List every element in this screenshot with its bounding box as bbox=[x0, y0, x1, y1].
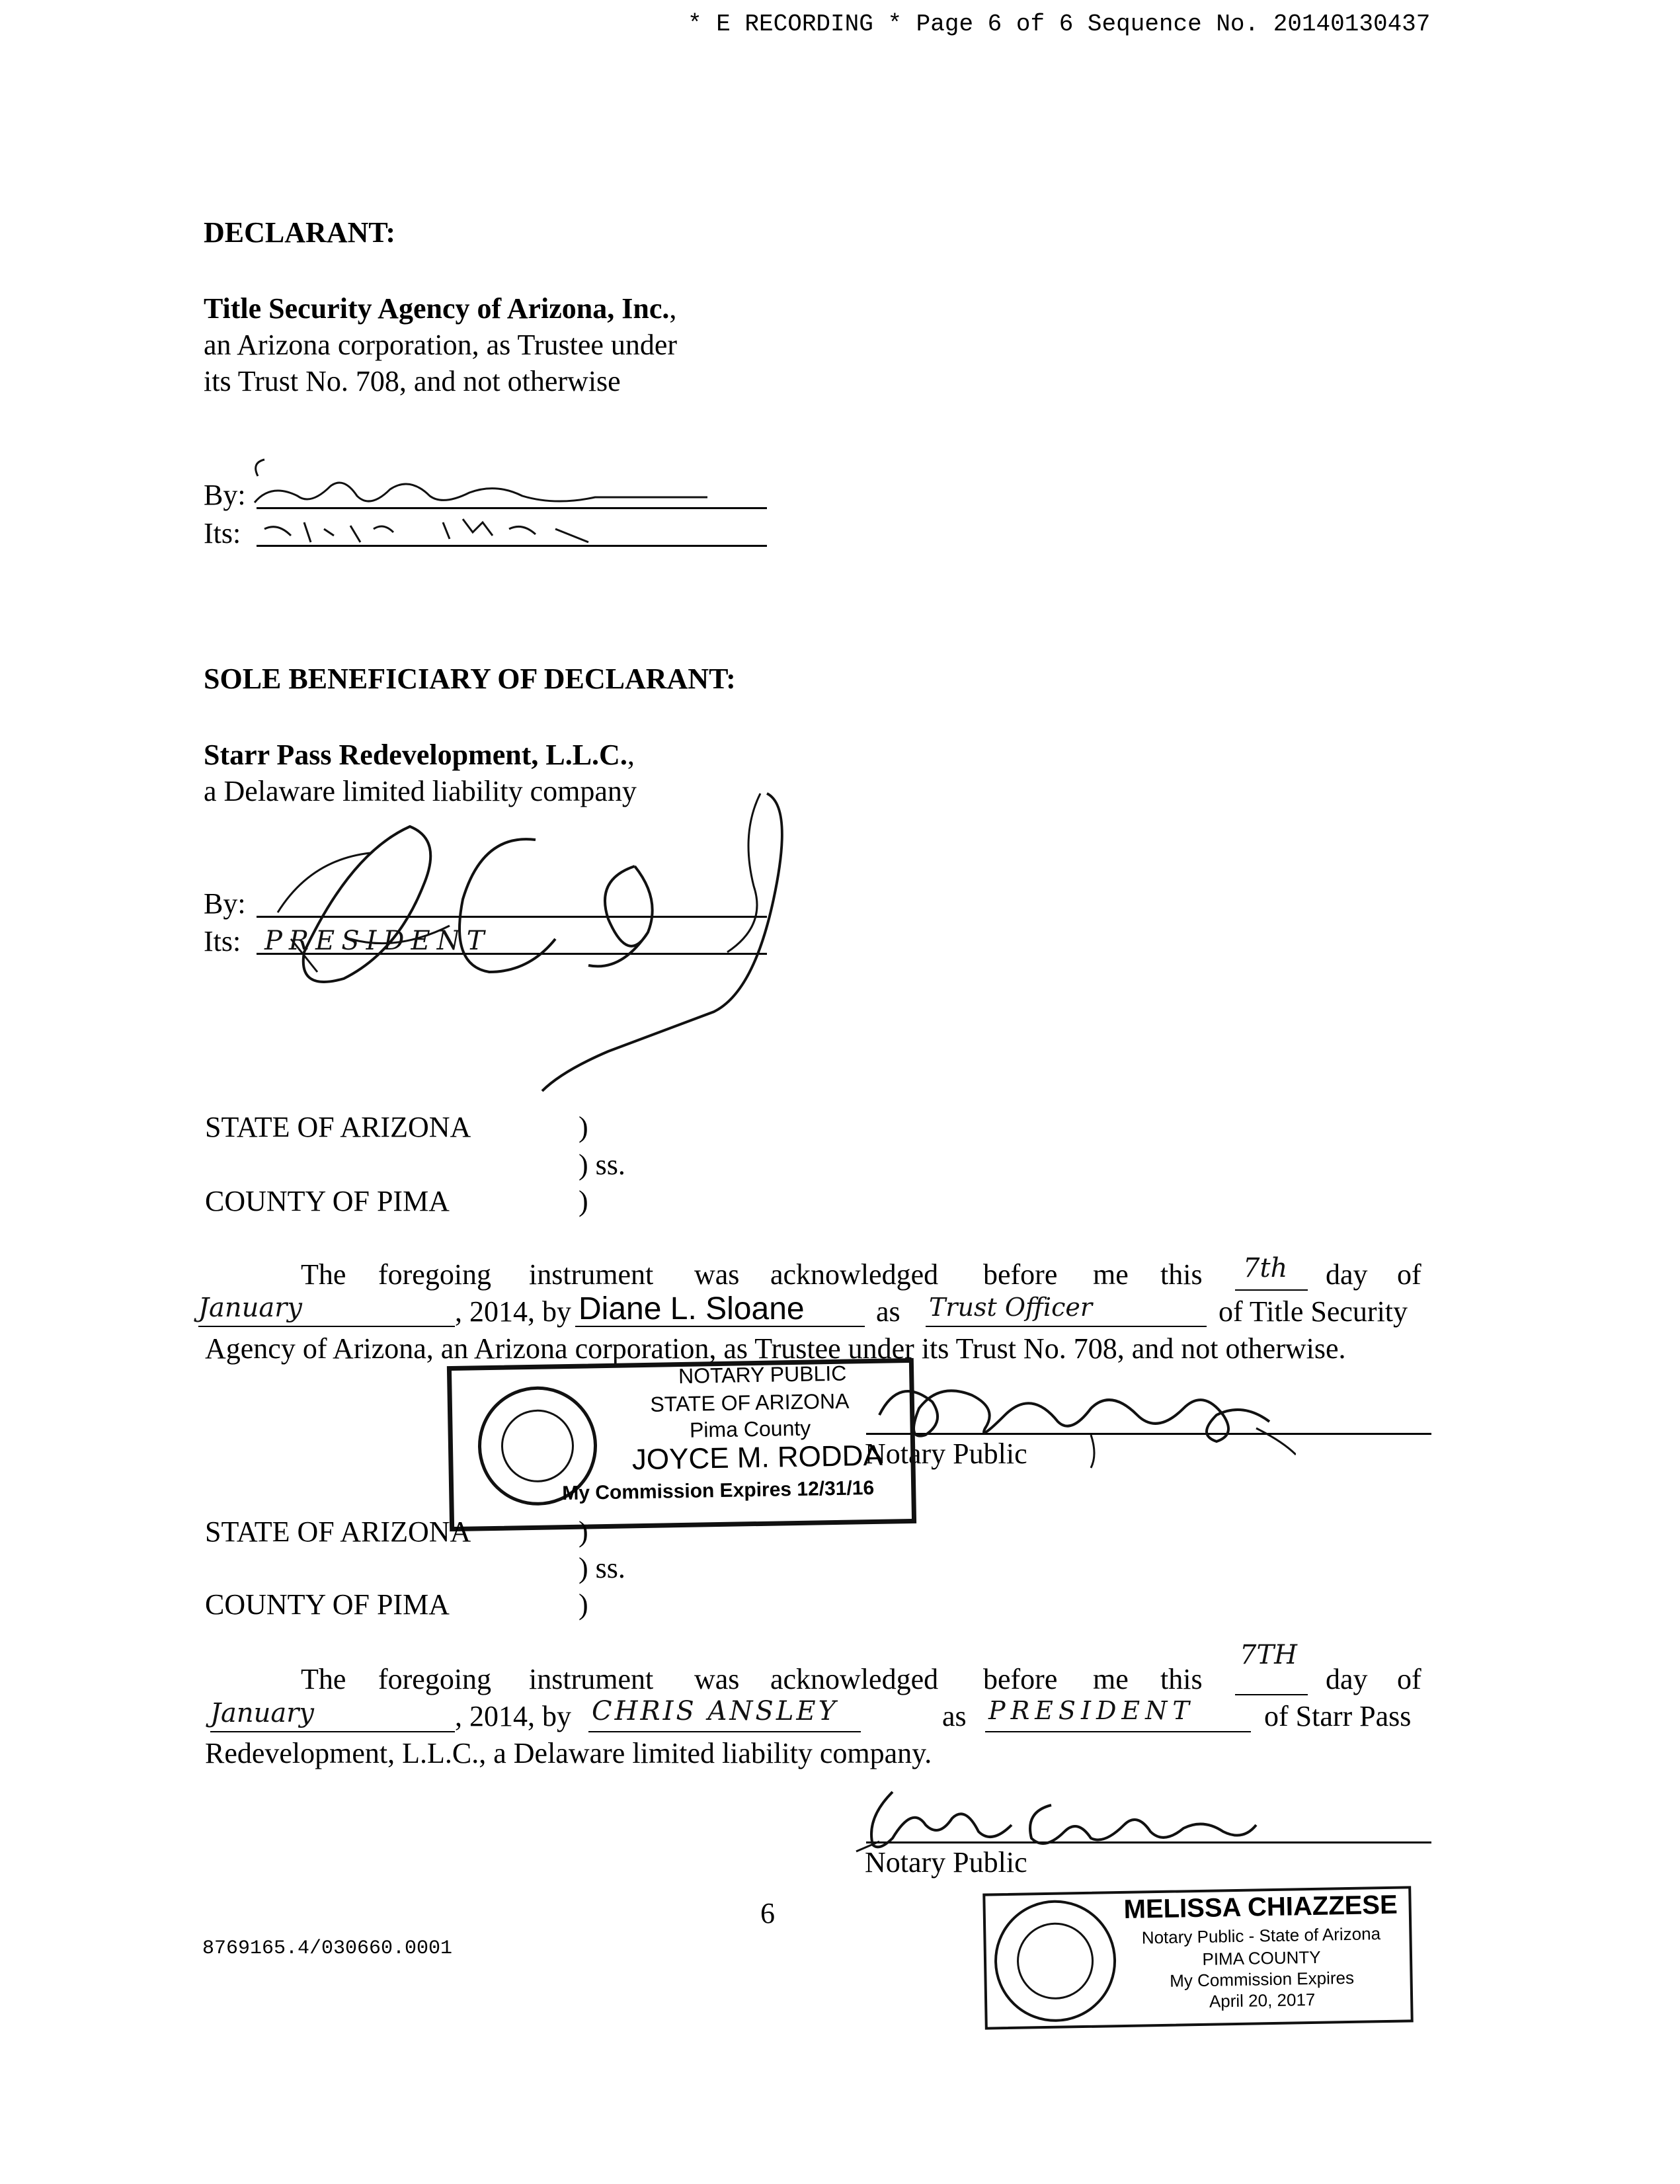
notary2-title-handwritten: PRESIDENT bbox=[988, 1696, 1195, 1725]
notary2-word-day: day bbox=[1326, 1663, 1368, 1695]
notary1-of-text: of Title Security bbox=[1219, 1295, 1408, 1328]
notary1-county: COUNTY OF PIMA bbox=[205, 1185, 450, 1217]
notary1-month-handwritten: January bbox=[198, 1293, 302, 1323]
notary2-signature-drawing bbox=[853, 1779, 1263, 1858]
notary1-year: , 2014, by bbox=[455, 1295, 571, 1328]
notary2-word-instrument: instrument bbox=[529, 1663, 654, 1695]
notary2-word-the: The bbox=[301, 1663, 346, 1695]
page-number: 6 bbox=[760, 1897, 775, 1929]
notary1-word-me: me bbox=[1093, 1258, 1129, 1291]
notary2-as: as bbox=[942, 1700, 967, 1732]
notary1-notary-label: Notary Public bbox=[865, 1437, 1027, 1470]
notary1-title-handwritten: Trust Officer bbox=[929, 1293, 1092, 1322]
notary1-paren-top: ) bbox=[579, 1111, 588, 1143]
notary1-stamp bbox=[447, 1358, 916, 1531]
declarant-name: Title Security Agency of Arizona, Inc. bbox=[204, 292, 670, 325]
notary2-word-of: of bbox=[1397, 1663, 1421, 1695]
notary2-notary-label: Notary Public bbox=[865, 1846, 1027, 1879]
notary1-ss: ) ss. bbox=[579, 1149, 625, 1181]
notary1-stamp-line3: Pima County bbox=[689, 1416, 811, 1442]
notary2-month-line bbox=[210, 1731, 455, 1732]
notary2-word-me: me bbox=[1093, 1663, 1129, 1695]
notary1-word-day: day bbox=[1326, 1258, 1368, 1291]
beneficiary-desc: a Delaware limited liability company bbox=[204, 775, 637, 807]
notary1-word-instrument: instrument bbox=[529, 1258, 654, 1291]
declarant-name-comma: , bbox=[669, 292, 677, 325]
document-id: 8769165.4/030660.0001 bbox=[202, 1937, 453, 1960]
notary2-stamp-seal-inner bbox=[1016, 1922, 1094, 2000]
declarant-desc2: its Trust No. 708, and not otherwise bbox=[204, 365, 621, 397]
notary1-signer-typed: Diane L. Sloane bbox=[579, 1291, 805, 1326]
notary1-stamp-line1: NOTARY PUBLIC bbox=[678, 1361, 847, 1389]
declarant-signature-drawing bbox=[245, 456, 721, 555]
beneficiary-heading: SOLE BENEFICIARY OF DECLARANT: bbox=[204, 663, 736, 695]
notary1-paren-bottom: ) bbox=[579, 1185, 588, 1217]
declarant-by-label: By: bbox=[204, 479, 246, 511]
notary2-paren-bottom: ) bbox=[579, 1588, 588, 1621]
notary1-as: as bbox=[876, 1295, 900, 1328]
notary1-word-this: this bbox=[1160, 1258, 1203, 1291]
notary1-signer-line bbox=[575, 1326, 865, 1327]
notary1-word-foregoing: foregoing bbox=[378, 1258, 492, 1291]
notary2-word-acknowledged: acknowledged bbox=[770, 1663, 939, 1695]
notary1-line3: Agency of Arizona, an Arizona corporation, as Trustee under its Trust No. 708, and not otherwise. bbox=[205, 1332, 1346, 1365]
beneficiary-signature-drawing bbox=[251, 754, 793, 1098]
notary1-day-handwritten: 7th bbox=[1243, 1253, 1288, 1283]
notary1-state: STATE OF ARIZONA bbox=[205, 1111, 471, 1143]
notary1-word-of: of bbox=[1397, 1258, 1421, 1291]
notary2-stamp bbox=[982, 1886, 1413, 2029]
notary1-stamp-line5: My Commission Expires 12/31/16 bbox=[562, 1476, 875, 1505]
notary1-word-acknowledged: acknowledged bbox=[770, 1258, 939, 1291]
notary2-stamp-line2: Notary Public - State of Arizona bbox=[1141, 1923, 1381, 1948]
notary1-stamp-seal-inner bbox=[500, 1409, 575, 1483]
notary2-month-handwritten: January bbox=[210, 1698, 314, 1728]
notary2-word-foregoing: foregoing bbox=[378, 1663, 492, 1695]
notary2-paren-top: ) bbox=[579, 1516, 588, 1548]
declarant-its-label: Its: bbox=[204, 517, 241, 549]
notary2-stamp-line4: My Commission Expires bbox=[1169, 1967, 1355, 1991]
notary1-month-line bbox=[198, 1326, 455, 1327]
notary2-word-was: was bbox=[694, 1663, 740, 1695]
notary2-year: , 2014, by bbox=[455, 1700, 571, 1732]
notary2-ss: ) ss. bbox=[579, 1552, 625, 1584]
notary1-word-the: The bbox=[301, 1258, 346, 1291]
recording-header: * E RECORDING * Page 6 of 6 Sequence No. 20140130437 bbox=[688, 11, 1431, 38]
notary2-state: STATE OF ARIZONA bbox=[205, 1516, 471, 1548]
notary2-line3: Redevelopment, L.L.C., a Delaware limited liability company. bbox=[205, 1737, 932, 1769]
beneficiary-name: Starr Pass Redevelopment, L.L.C. bbox=[204, 739, 627, 771]
declarant-name-line bbox=[204, 294, 676, 323]
notary2-signer-line bbox=[588, 1731, 861, 1732]
notary2-stamp-line3: PIMA COUNTY bbox=[1202, 1947, 1321, 1969]
notary2-signer-handwritten: CHRIS ANSLEY bbox=[592, 1696, 838, 1726]
notary1-word-before: before bbox=[983, 1258, 1058, 1291]
declarant-heading: DECLARANT: bbox=[204, 216, 396, 249]
notary1-stamp-line4: JOYCE M. RODDA bbox=[631, 1439, 883, 1476]
notary1-signature-drawing bbox=[873, 1362, 1296, 1475]
notary2-word-before: before bbox=[983, 1663, 1058, 1695]
beneficiary-name-comma: , bbox=[627, 739, 635, 771]
beneficiary-by-label: By: bbox=[204, 887, 246, 920]
notary2-of-text: of Starr Pass bbox=[1264, 1700, 1412, 1732]
notary1-word-was: was bbox=[694, 1258, 740, 1291]
notary2-day-line bbox=[1235, 1694, 1308, 1695]
notary2-day-handwritten: 7TH bbox=[1240, 1640, 1298, 1670]
notary1-title-line bbox=[926, 1326, 1207, 1327]
beneficiary-its-label: Its: bbox=[204, 925, 241, 957]
declarant-desc1: an Arizona corporation, as Trustee under bbox=[204, 329, 678, 361]
notary2-stamp-line5: April 20, 2017 bbox=[1209, 1989, 1316, 2011]
notary2-word-this: this bbox=[1160, 1663, 1203, 1695]
notary1-day-line bbox=[1235, 1289, 1308, 1291]
notary2-county: COUNTY OF PIMA bbox=[205, 1588, 450, 1621]
notary1-stamp-line2: STATE OF ARIZONA bbox=[650, 1389, 850, 1416]
beneficiary-its-handwritten: PRESIDENT bbox=[264, 926, 491, 956]
notary2-title-line bbox=[985, 1731, 1251, 1732]
notary2-stamp-line1: MELISSA CHIAZZESE bbox=[1123, 1890, 1398, 1924]
notary2-stamp-seal-icon bbox=[993, 1899, 1117, 2023]
